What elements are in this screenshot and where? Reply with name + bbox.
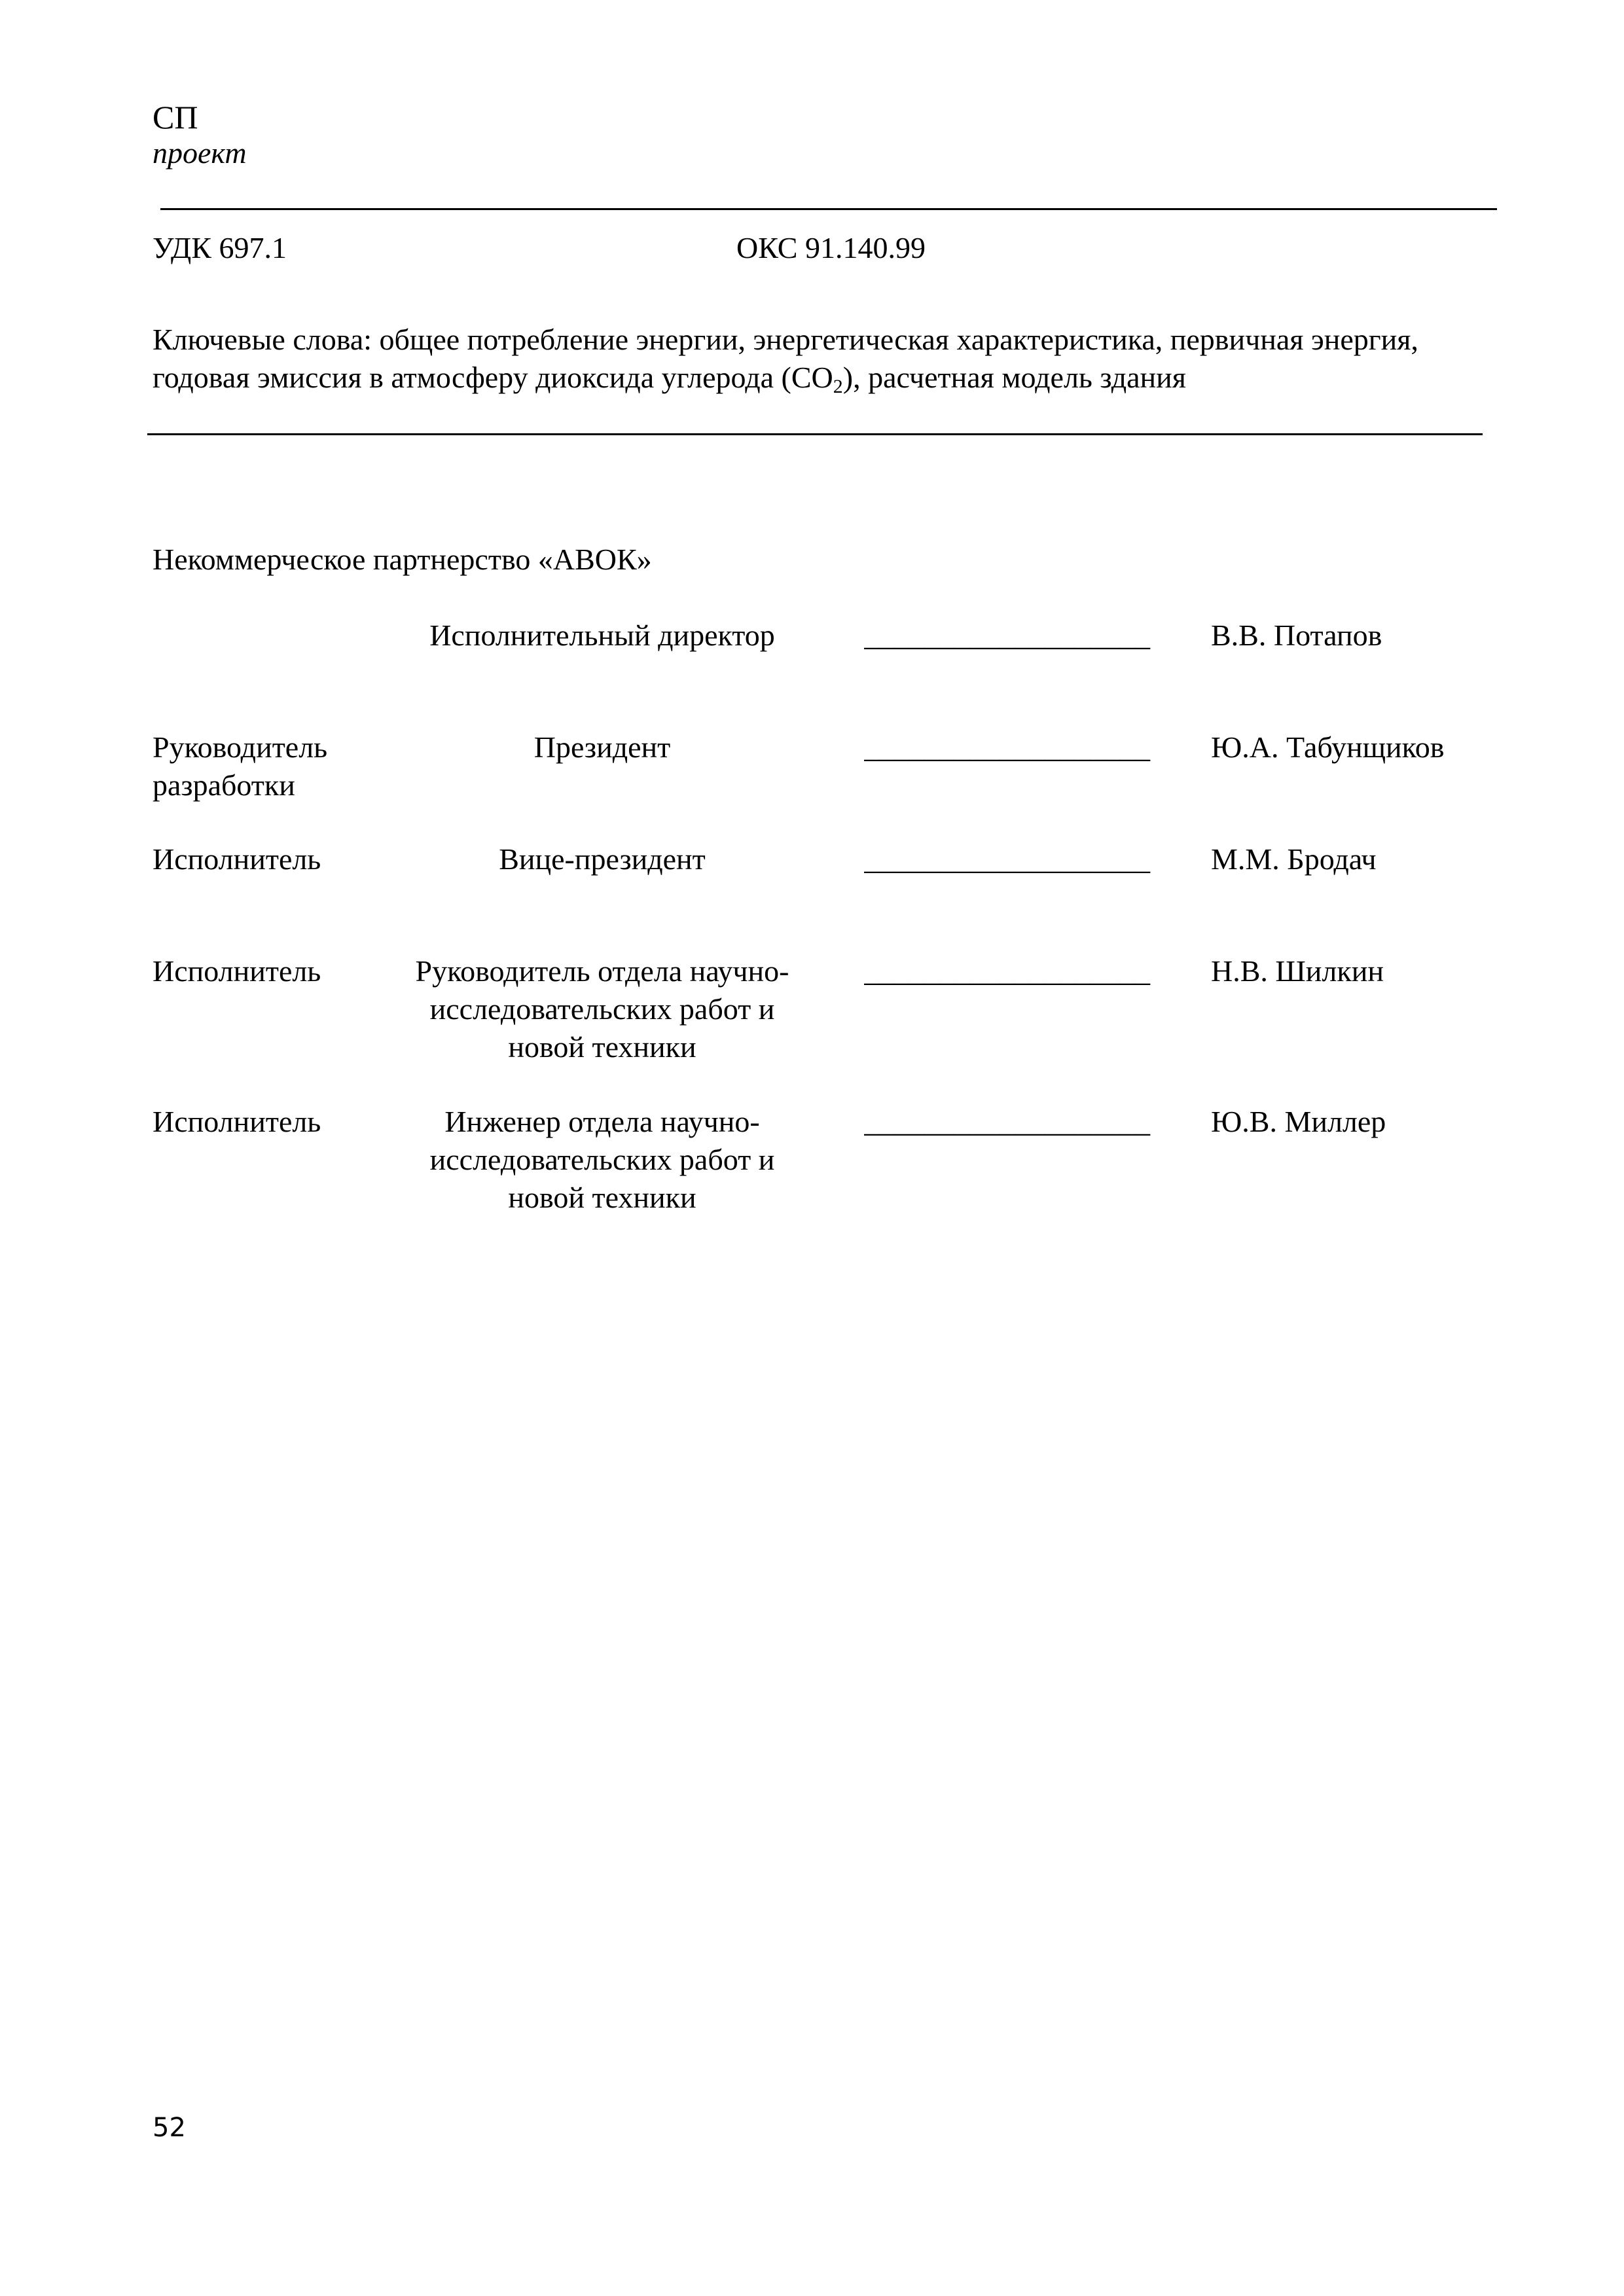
signatory-position: Президент — [533, 730, 671, 764]
udk-code: УДК 697.1 — [153, 231, 287, 264]
signature-line: ___________________ — [864, 842, 1150, 876]
signatory-role: Руководитель разработки — [153, 730, 328, 802]
signatory-name: М.М. Бродач — [1211, 842, 1377, 876]
signatory-name: Ю.В. Миллер — [1211, 1105, 1386, 1138]
keywords-subscript: 2 — [833, 376, 843, 397]
signatory-role: Исполнитель — [153, 954, 321, 988]
page-number: 52 — [153, 2113, 186, 2143]
signature-line: ___________________ — [864, 1105, 1150, 1138]
oks-code: ОКС 91.140.99 — [736, 231, 926, 264]
organization-name: Некоммерческое партнерство «АВОК» — [153, 543, 652, 576]
signature-line: ___________________ — [864, 954, 1150, 988]
header-divider — [160, 208, 1497, 210]
signatory-name: Н.В. Шилкин — [1211, 954, 1384, 988]
signatory-position: Руководитель отдела научно-исследовательских работ и новой техники — [415, 954, 789, 1064]
signatory-role: Исполнитель — [153, 842, 321, 876]
document-code: СП — [153, 99, 198, 135]
signatory-position: Вице-президент — [499, 842, 706, 876]
keywords-divider — [147, 433, 1483, 435]
signatory-position: Инженер отдела научно-исследовательских работ и новой техники — [429, 1105, 775, 1214]
signatory-name: Ю.А. Табунщиков — [1211, 730, 1445, 764]
signatory-position: Исполнительный директор — [429, 619, 775, 652]
signature-line: ___________________ — [864, 619, 1150, 652]
keywords-text-end: ), расчетная модель здания — [842, 361, 1186, 394]
signatory-role: Исполнитель — [153, 1105, 321, 1138]
keywords-text: Ключевые слова: общее потребление энергии, энергетическая характеристика, первичная энергия, годовая эмиссия в атмосферу диоксида углерода (CO — [153, 323, 1418, 394]
document-status: проект — [153, 136, 247, 170]
signatory-name: В.В. Потапов — [1211, 619, 1382, 652]
keywords-paragraph — [153, 321, 1488, 397]
signature-line: ___________________ — [864, 730, 1150, 764]
